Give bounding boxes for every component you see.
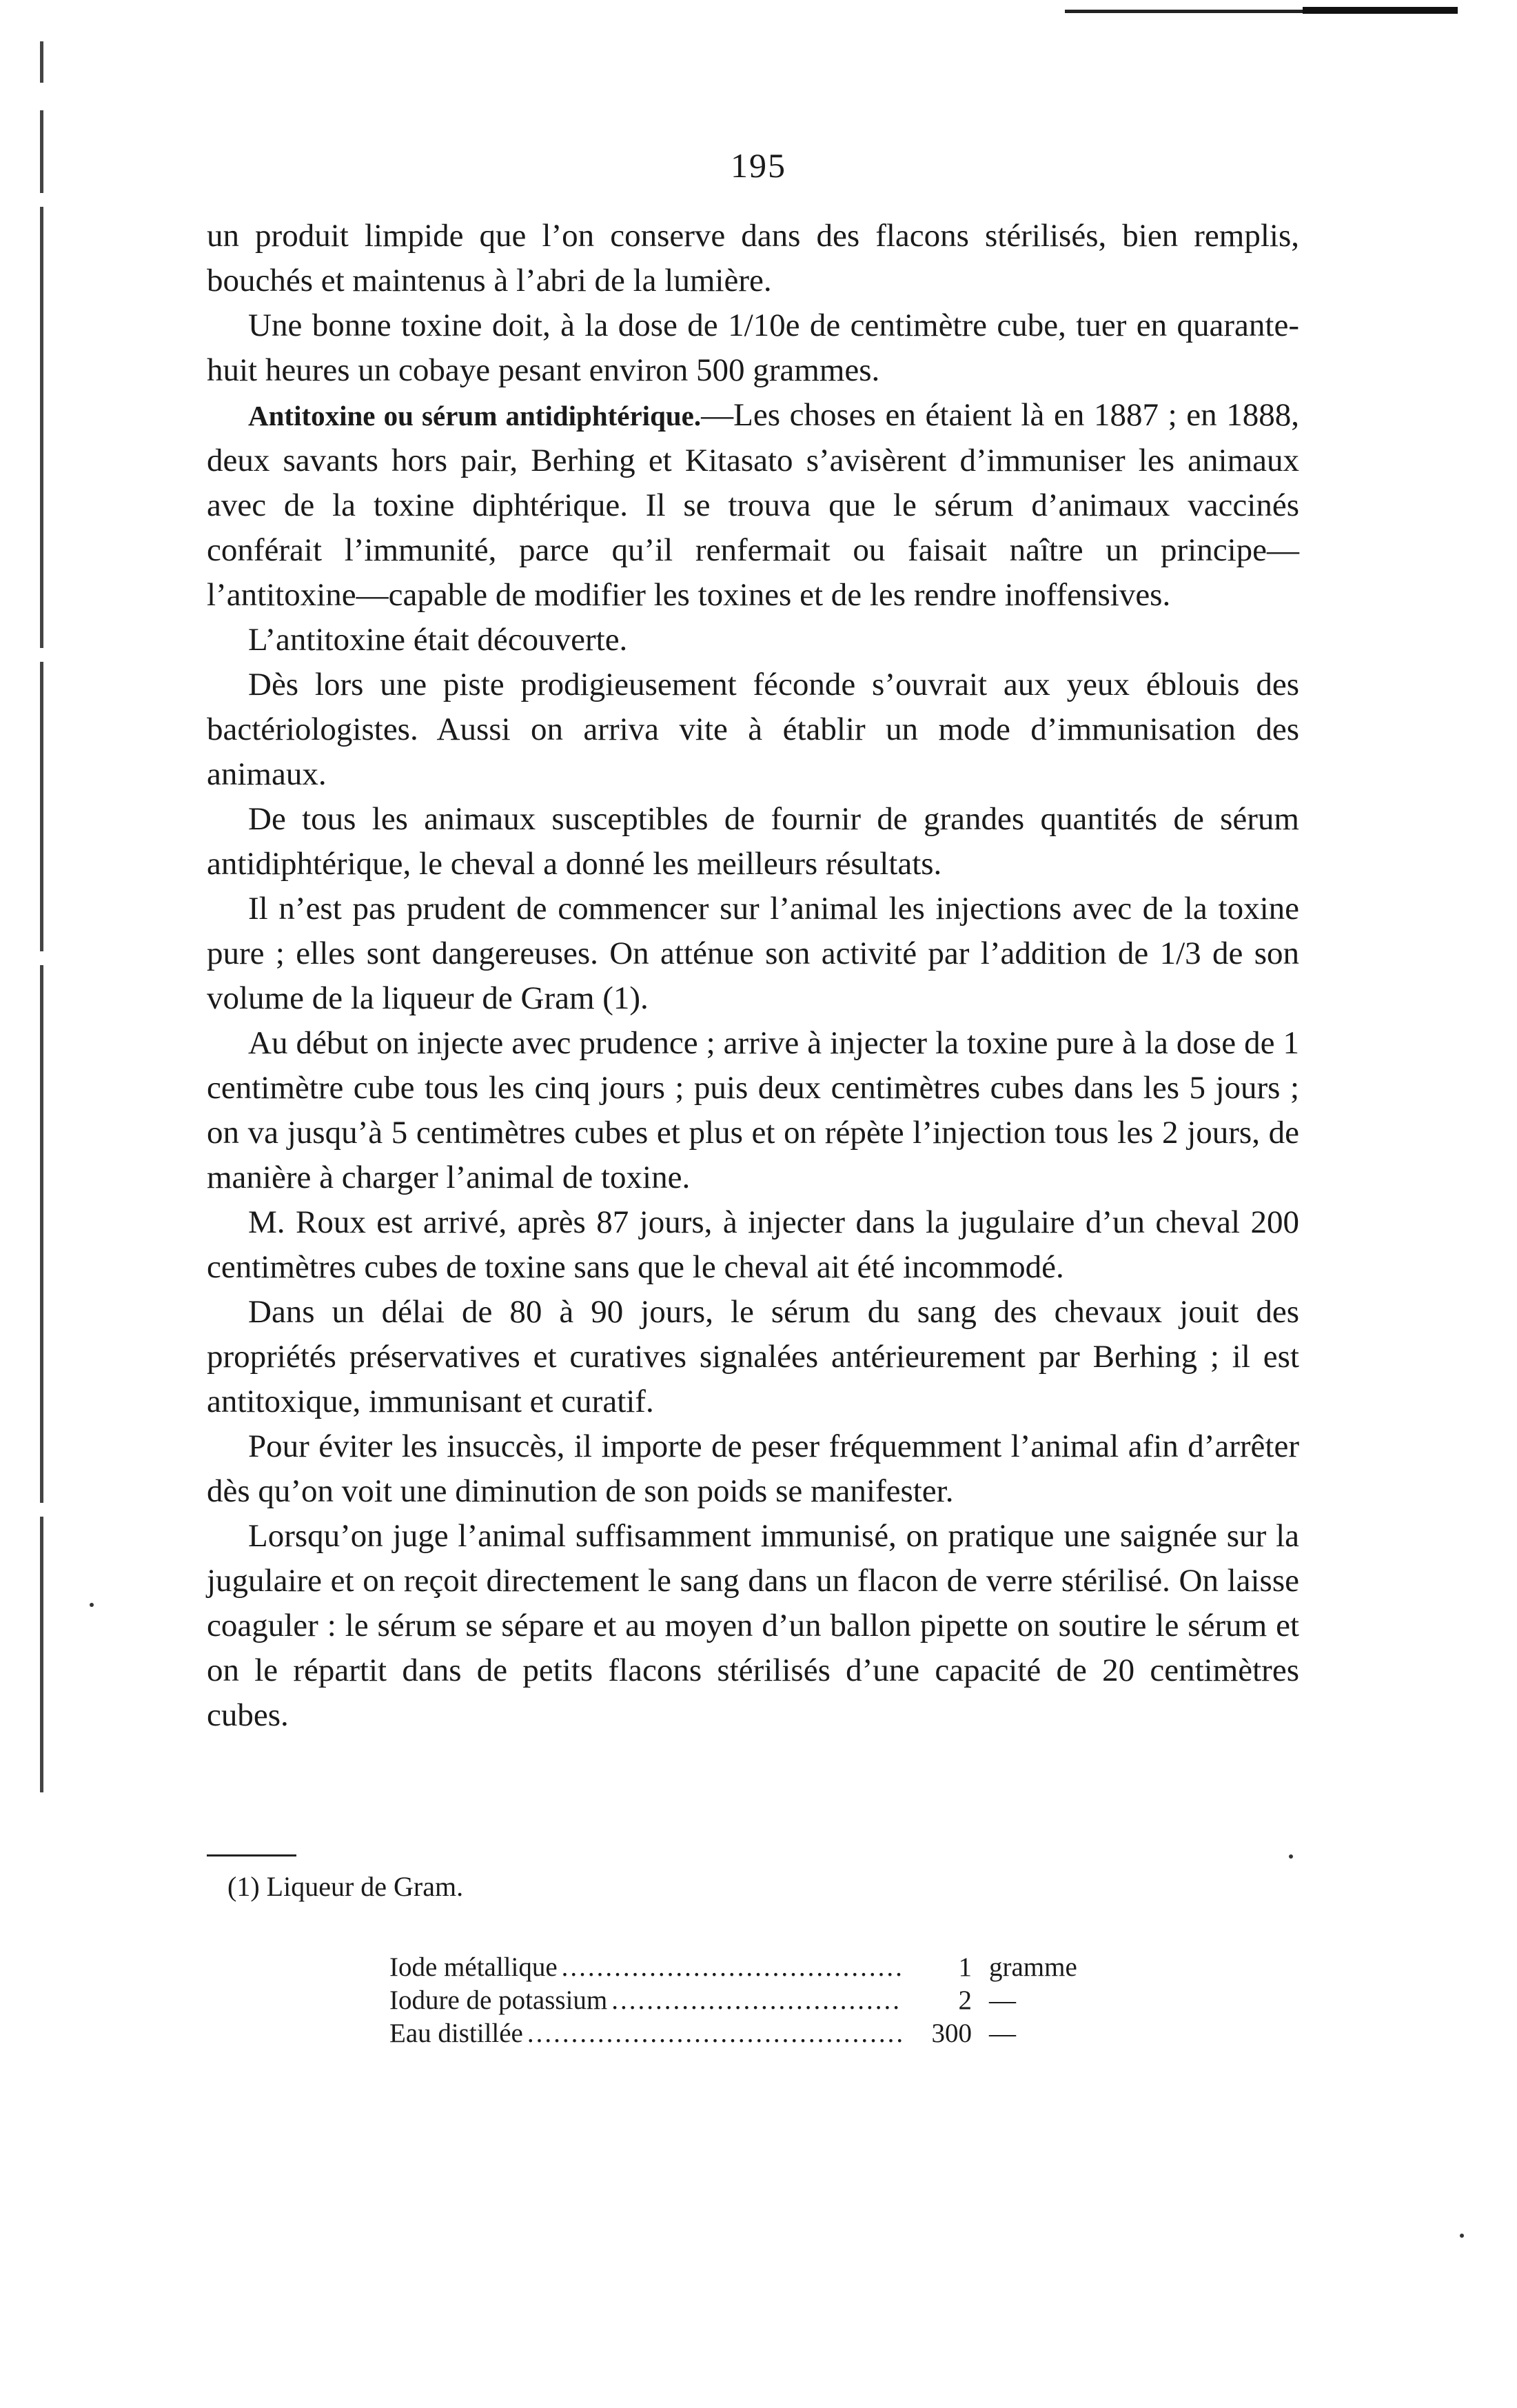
- paragraph-text: Au début on injecte avec prudence ; arrive à injecter la toxine pure à la dose de 1 centimètre cube tous les cinq jours ; puis deux centimètres cubes dans les 5 jours ; on va jusqu’à 5 centimètres cubes et plus et on répète l’injection tous les 2 jours, de manière à charger l’animal de toxine.: [207, 1025, 1299, 1195]
- footnote-marker: (1): [227, 1871, 260, 1902]
- recipe-row: [389, 2017, 1148, 2050]
- body-text: [207, 214, 1299, 1738]
- paragraph: [207, 618, 1299, 662]
- paragraph: [207, 1290, 1299, 1424]
- page-number: 195: [731, 146, 786, 185]
- paragraph-text: L’antitoxine était découverte.: [248, 622, 628, 658]
- paragraph: [207, 1021, 1299, 1200]
- recipe-quantity: 1: [958, 1952, 972, 1982]
- stray-mark: [1460, 2234, 1464, 2238]
- margin-mark: [40, 41, 43, 83]
- paragraph: [207, 887, 1299, 1021]
- leader-dots: [527, 2017, 902, 2050]
- stray-mark: [90, 1603, 94, 1607]
- margin-mark: [40, 662, 43, 951]
- paragraph-text: Dans un délai de 80 à 90 jours, le sérum du sang des chevaux jouit des propriétés préservatives et curatives signalées antérieurement par Berhing ; il est antitoxique, immunisant et curatif.: [207, 1294, 1299, 1419]
- paragraph-text: Pour éviter les insuccès, il importe de peser fréquemment l’animal afin d’arrêter dès qu’on voit une diminution de son poids se manifester.: [207, 1428, 1299, 1509]
- margin-mark: [40, 1517, 43, 1792]
- paragraph-text: Lorsqu’on juge l’animal suffisamment immunisé, on pratique une saignée sur la jugulaire et on reçoit directement le sang dans un flacon de verre stérilisé. On laisse coaguler : le sérum se sépare et au moyen d’un ballon pipette on soutire le sérum et on le répartit dans de petits flacons stérilisés d’une capacité de 20 centimètres cubes.: [207, 1518, 1299, 1733]
- recipe-row: [389, 1984, 1148, 2017]
- section-heading: Antitoxine ou sérum antidiphtérique.: [248, 400, 702, 432]
- recipe-ingredient: Iodure de potassium: [389, 1985, 608, 2015]
- recipe-unit: gramme: [989, 1952, 1077, 1982]
- recipe-unit: —: [989, 1985, 1016, 2015]
- paragraph-text: Une bonne toxine doit, à la dose de 1/10e de centimètre cube, tuer en quarante-huit heures un cobaye pesant environ 500 grammes.: [207, 307, 1299, 388]
- paragraph-text: M. Roux est arrivé, après 87 jours, à injecter dans la jugulaire d’un cheval 200 centimètres cubes de toxine sans que le cheval ait été incommodé.: [207, 1204, 1299, 1285]
- recipe-ingredient: Eau distillée: [389, 2019, 523, 2048]
- paragraph: [207, 1424, 1299, 1514]
- paragraph: [207, 662, 1299, 797]
- paragraph: [207, 797, 1299, 887]
- recipe-row: [389, 1951, 1148, 1984]
- paragraph: [207, 303, 1299, 393]
- margin-mark: [40, 207, 43, 648]
- recipe-unit: —: [989, 2019, 1016, 2048]
- paragraph-text: un produit limpide que l’on conserve dans des flacons stérilisés, bien remplis, bouchés et maintenus à l’abri de la lumière.: [207, 218, 1299, 299]
- paragraph: [207, 393, 1299, 618]
- recipe-quantity: 2: [958, 1985, 972, 2015]
- paragraph: [207, 214, 1299, 303]
- recipe-table: [389, 1951, 1148, 2050]
- footnote-text: Liqueur de Gram.: [266, 1871, 464, 1902]
- footnote-rule: [207, 1854, 296, 1856]
- margin-mark: [40, 965, 43, 1503]
- footnote: [227, 1868, 463, 1905]
- recipe-ingredient: Iode métallique: [389, 1952, 558, 1982]
- paragraph-text: De tous les animaux susceptibles de fournir de grandes quantités de sérum antidiphtérique, le cheval a donné les meilleurs résultats.: [207, 801, 1299, 882]
- paragraph: [207, 1200, 1299, 1290]
- recipe-quantity: 300: [931, 2019, 972, 2048]
- top-rule-thick: [1303, 7, 1458, 14]
- paragraph-text: Dès lors une piste prodigieusement féconde s’ouvrait aux yeux éblouis des bactériologistes. Aussi on arriva vite à établir un mode d’immunisation des animaux.: [207, 667, 1299, 792]
- stray-mark: [1289, 1854, 1293, 1859]
- paragraph-text: —Les choses en étaient là en 1887 ; en 1888, deux savants hors pair, Berhing et Kitasato s’avisèrent d’immuniser les animaux avec de la toxine diphtérique. Il se trouva que le sérum d’animaux vaccinés conférait l’immunité, parce qu’il renfermait ou faisait naître un principe—l’antitoxine—capable de modifier les toxines et de les rendre inoffensives.: [207, 397, 1299, 613]
- paragraph-text: Il n’est pas prudent de commencer sur l’animal les injections avec de la toxine pure ; elles sont dangereuses. On atténue son activité par l’addition de 1/3 de son volume de la liqueur de Gram (1).: [207, 891, 1299, 1016]
- paragraph: [207, 1514, 1299, 1738]
- leader-dots: [611, 1984, 902, 2017]
- leader-dots: [562, 1951, 902, 1984]
